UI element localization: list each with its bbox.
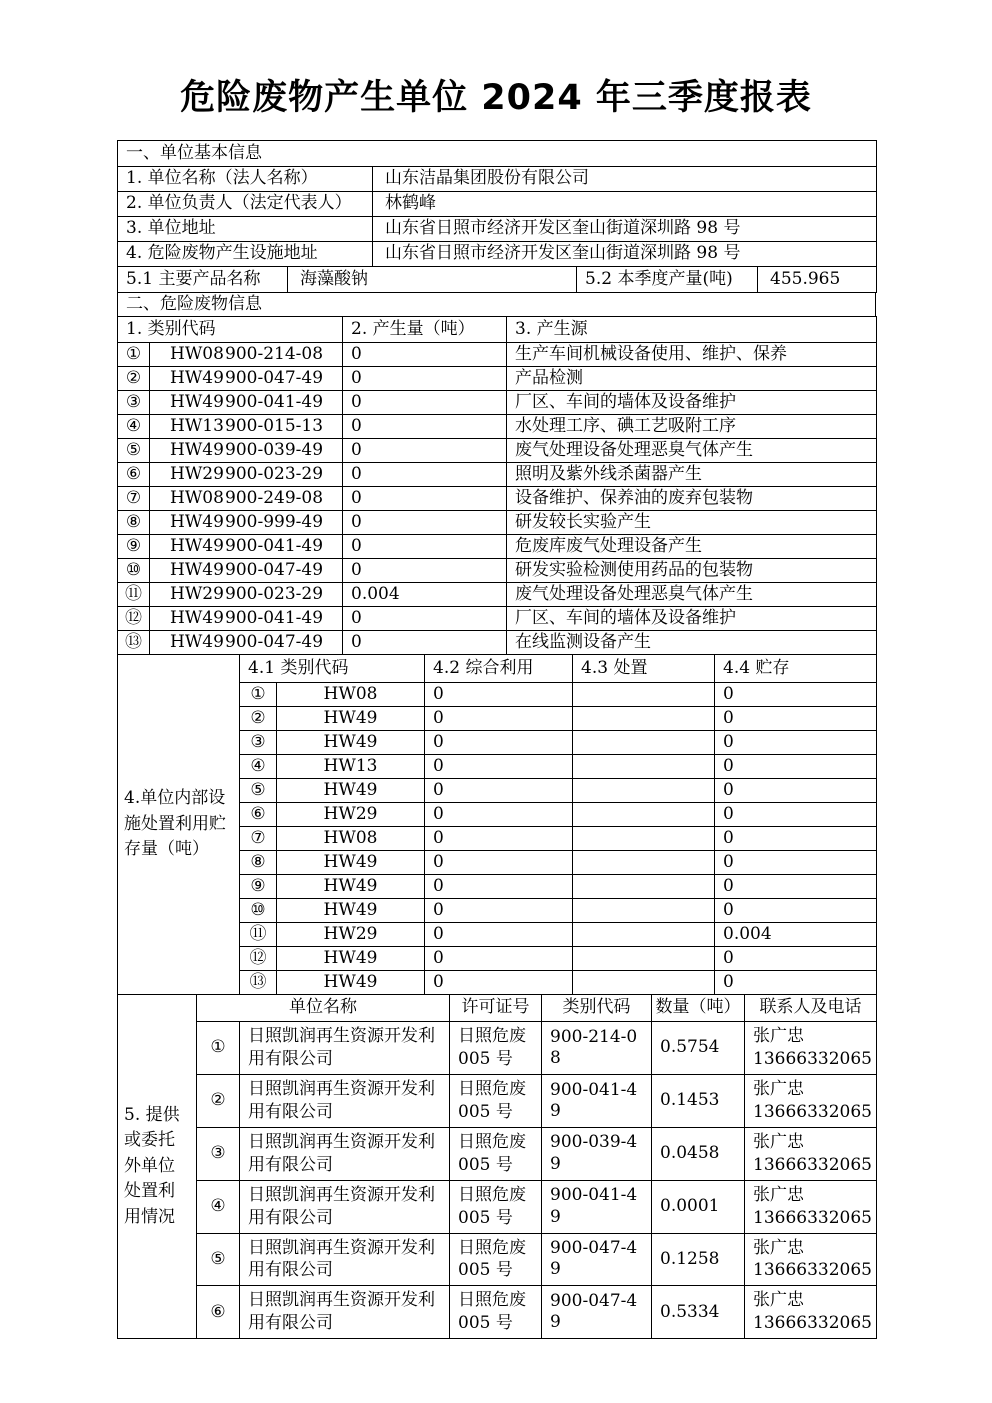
hw-code: HW49 — [277, 851, 425, 875]
hw-code: HW49 — [277, 707, 425, 731]
permit-no — [450, 1286, 542, 1339]
reuse-qty: 0 — [425, 875, 573, 899]
contact-name: 张广忠 — [753, 1237, 804, 1258]
row-index: ⑩ — [118, 559, 150, 583]
disposal-qty — [573, 731, 715, 755]
hw-code: HW49 — [277, 731, 425, 755]
generated-qty: 0 — [343, 343, 507, 367]
source: 在线监测设备产生 — [507, 631, 877, 655]
permit-no — [450, 1074, 542, 1127]
reuse-qty: 0 — [425, 779, 573, 803]
contact — [745, 1180, 877, 1233]
facility-address-label: 4. 危险废物产生设施地址 — [118, 242, 373, 267]
section2-header: 二、危险废物信息 — [118, 293, 876, 317]
disposal-qty — [573, 947, 715, 971]
permit-line2: 005 号 — [458, 1048, 513, 1069]
storage-qty: 0 — [715, 827, 877, 851]
permit-line2: 005 号 — [458, 1154, 513, 1175]
hw-code: HW29 — [170, 463, 224, 484]
generated-qty: 0 — [343, 511, 507, 535]
row-index: ⑪ — [118, 583, 150, 607]
col-header-42-reuse: 4.2 综合利用 — [425, 655, 573, 683]
waste-code: 900-047-49 — [225, 631, 324, 652]
row-index: ⑥ — [240, 803, 277, 827]
contact-phone: 13666332065 — [753, 1154, 872, 1175]
waste-row — [118, 607, 877, 631]
row-index: ① — [197, 1022, 240, 1075]
waste-code: 900-047-49 — [225, 367, 324, 388]
waste-row — [118, 343, 877, 367]
category-code — [150, 487, 343, 511]
permit-line2: 005 号 — [458, 1207, 513, 1228]
col-header-43-disposal: 4.3 处置 — [573, 655, 715, 683]
hw-code: HW49 — [170, 439, 224, 460]
contact-phone: 13666332065 — [753, 1048, 872, 1069]
permit-line1: 日照危废 — [458, 1290, 526, 1311]
generated-qty: 0 — [343, 559, 507, 583]
external-row — [118, 1022, 877, 1075]
source: 废气处理设备处理恶臭气体产生 — [507, 439, 877, 463]
hw-code: HW08 — [170, 343, 224, 364]
col-header-category-code: 类别代码 — [542, 995, 652, 1022]
waste-code: 900-015-13 — [225, 415, 324, 436]
permit-line2: 005 号 — [458, 1260, 513, 1281]
col-header-quantity: 数量（吨） — [652, 995, 745, 1022]
row-index: ⑧ — [118, 511, 150, 535]
row-index: ④ — [118, 415, 150, 439]
storage-qty: 0 — [715, 755, 877, 779]
waste-row — [118, 367, 877, 391]
col-header-category-code: 1. 类别代码 — [118, 317, 343, 343]
storage-qty: 0 — [715, 779, 877, 803]
reuse-qty: 0 — [425, 947, 573, 971]
hw-code: HW08 — [277, 827, 425, 851]
storage-qty: 0.004 — [715, 923, 877, 947]
row-index: ⑥ — [197, 1286, 240, 1339]
hw-code: HW49 — [170, 631, 224, 652]
row-index: ⑩ — [240, 899, 277, 923]
main-product-label: 5.1 主要产品名称 — [118, 267, 288, 293]
contact-name: 张广忠 — [753, 1026, 804, 1046]
row-index: ⑦ — [240, 827, 277, 851]
permit-no — [450, 1127, 542, 1180]
row-index: ② — [118, 367, 150, 391]
main-product-value: 海藻酸钠 — [288, 267, 577, 293]
row-index: ⑪ — [240, 923, 277, 947]
contact — [745, 1074, 877, 1127]
category-code: 900-041-49 — [542, 1180, 652, 1233]
facility-address-value: 山东省日照市经济开发区奎山街道深圳路 98 号 — [373, 242, 877, 267]
col-header-source: 3. 产生源 — [507, 317, 877, 343]
storage-qty: 0 — [715, 731, 877, 755]
contact-name: 张广忠 — [753, 1290, 804, 1311]
generated-qty: 0 — [343, 463, 507, 487]
category-code — [150, 343, 343, 367]
disposal-qty — [573, 755, 715, 779]
permit-line2: 005 号 — [458, 1313, 513, 1334]
generated-qty: 0.004 — [343, 583, 507, 607]
section1-basic-info-table — [117, 140, 877, 267]
section5-external-table — [117, 994, 877, 1339]
source: 生产车间机械设备使用、维护、保养 — [507, 343, 877, 367]
hw-code: HW49 — [170, 511, 224, 532]
unit-name: 日照凯润再生资源开发利用有限公司 — [240, 1074, 450, 1127]
unit-name: 日照凯润再生资源开发利用有限公司 — [240, 1180, 450, 1233]
waste-code: 900-214-08 — [225, 343, 324, 364]
disposal-qty — [573, 923, 715, 947]
row-index: ③ — [118, 391, 150, 415]
hw-code: HW49 — [170, 367, 224, 388]
reuse-qty: 0 — [425, 683, 573, 707]
hw-code: HW08 — [170, 487, 224, 508]
permit-line2: 005 号 — [458, 1101, 513, 1122]
waste-row — [118, 439, 877, 463]
col-header-44-storage: 4.4 贮存 — [715, 655, 877, 683]
category-code: 900-041-49 — [542, 1074, 652, 1127]
category-code — [150, 583, 343, 607]
contact-phone: 13666332065 — [753, 1207, 872, 1228]
contact-phone: 13666332065 — [753, 1313, 872, 1334]
storage-qty: 0 — [715, 899, 877, 923]
row-index: ⑨ — [240, 875, 277, 899]
waste-row — [118, 463, 877, 487]
source: 水处理工序、碘工艺吸附工序 — [507, 415, 877, 439]
external-row — [118, 1074, 877, 1127]
storage-qty: 0 — [715, 851, 877, 875]
row-index: ③ — [240, 731, 277, 755]
waste-code: 900-047-49 — [225, 559, 324, 580]
col-header-generated-qty: 2. 产生量（吨） — [343, 317, 507, 343]
generated-qty: 0 — [343, 391, 507, 415]
row-index: ⑨ — [118, 535, 150, 559]
hw-code: HW49 — [277, 947, 425, 971]
source: 研发实验检测使用药品的包装物 — [507, 559, 877, 583]
waste-row — [118, 631, 877, 655]
reuse-qty: 0 — [425, 971, 573, 995]
quarter-output-label: 5.2 本季度产量(吨) — [577, 267, 758, 293]
waste-row — [118, 559, 877, 583]
hw-code: HW29 — [277, 923, 425, 947]
category-code — [150, 439, 343, 463]
row-index: ⑤ — [240, 779, 277, 803]
category-code: 900-214-08 — [542, 1022, 652, 1075]
permit-line1: 日照危废 — [458, 1184, 526, 1205]
section4-label: 4.单位内部设施处置利用贮存量（吨） — [118, 655, 240, 995]
external-row — [118, 1180, 877, 1233]
quantity: 0.5754 — [652, 1022, 745, 1075]
category-code — [150, 511, 343, 535]
waste-code: 900-023-29 — [225, 583, 324, 604]
hw-code: HW49 — [170, 391, 224, 412]
generated-qty: 0 — [343, 535, 507, 559]
contact — [745, 1022, 877, 1075]
row-index: ① — [240, 683, 277, 707]
reuse-qty: 0 — [425, 755, 573, 779]
source: 废气处理设备处理恶臭气体产生 — [507, 583, 877, 607]
hw-code: HW13 — [277, 755, 425, 779]
unit-address-value: 山东省日照市经济开发区奎山街道深圳路 98 号 — [373, 217, 877, 242]
waste-code: 900-041-49 — [225, 535, 324, 556]
row-index: ③ — [197, 1127, 240, 1180]
waste-row — [118, 415, 877, 439]
source: 危废库废气处理设备产生 — [507, 535, 877, 559]
hw-code: HW49 — [277, 875, 425, 899]
storage-qty: 0 — [715, 971, 877, 995]
reuse-qty: 0 — [425, 851, 573, 875]
waste-code: 900-041-49 — [225, 607, 324, 628]
row-index: ⑫ — [240, 947, 277, 971]
reuse-qty: 0 — [425, 923, 573, 947]
external-row — [118, 1127, 877, 1180]
permit-line1: 日照危废 — [458, 1078, 526, 1099]
permit-line1: 日照危废 — [458, 1131, 526, 1152]
source: 厂区、车间的墙体及设备维护 — [507, 607, 877, 631]
storage-qty: 0 — [715, 683, 877, 707]
hw-code: HW49 — [170, 559, 224, 580]
category-code: 900-047-49 — [542, 1233, 652, 1286]
permit-line1: 日照危废 — [458, 1237, 526, 1258]
contact — [745, 1286, 877, 1339]
waste-code: 900-249-08 — [225, 487, 324, 508]
disposal-qty — [573, 875, 715, 899]
category-code — [150, 463, 343, 487]
disposal-qty — [573, 899, 715, 923]
section2-header-row — [117, 292, 876, 317]
row-index: ⑧ — [240, 851, 277, 875]
hw-code: HW29 — [277, 803, 425, 827]
section1-product-row — [117, 266, 877, 293]
row-index: ⑬ — [240, 971, 277, 995]
unit-name-label: 1. 单位名称（法人名称） — [118, 167, 373, 192]
unit-name: 日照凯润再生资源开发利用有限公司 — [240, 1286, 450, 1339]
disposal-qty — [573, 851, 715, 875]
hw-code: HW49 — [277, 899, 425, 923]
reuse-qty: 0 — [425, 803, 573, 827]
permit-no — [450, 1233, 542, 1286]
disposal-qty — [573, 779, 715, 803]
generated-qty: 0 — [343, 631, 507, 655]
storage-qty: 0 — [715, 707, 877, 731]
permit-no — [450, 1022, 542, 1075]
col-header-unit-name: 单位名称 — [197, 995, 450, 1022]
section4-internal-table — [117, 654, 877, 995]
unit-head-label: 2. 单位负责人（法定代表人） — [118, 192, 373, 217]
disposal-qty — [573, 803, 715, 827]
external-row — [118, 1286, 877, 1339]
waste-code: 900-999-49 — [225, 511, 324, 532]
source: 设备维护、保养油的废弃包装物 — [507, 487, 877, 511]
waste-row — [118, 487, 877, 511]
hw-code: HW29 — [170, 583, 224, 604]
unit-address-label: 3. 单位地址 — [118, 217, 373, 242]
hw-code: HW08 — [277, 683, 425, 707]
contact-phone: 13666332065 — [753, 1101, 872, 1122]
quantity: 0.0458 — [652, 1127, 745, 1180]
contact-name: 张广忠 — [753, 1184, 804, 1205]
permit-line1: 日照危废 — [458, 1026, 526, 1046]
hw-code: HW49 — [277, 971, 425, 995]
disposal-qty — [573, 827, 715, 851]
quantity: 0.1258 — [652, 1233, 745, 1286]
row-index: ② — [197, 1074, 240, 1127]
row-index: ⑤ — [118, 439, 150, 463]
waste-row — [118, 511, 877, 535]
disposal-qty — [573, 707, 715, 731]
contact — [745, 1127, 877, 1180]
row-index: ④ — [197, 1180, 240, 1233]
quantity: 0.1453 — [652, 1074, 745, 1127]
category-code — [150, 391, 343, 415]
reuse-qty: 0 — [425, 707, 573, 731]
source: 产品检测 — [507, 367, 877, 391]
unit-name: 日照凯润再生资源开发利用有限公司 — [240, 1127, 450, 1180]
contact-name: 张广忠 — [753, 1078, 804, 1099]
row-index: ⑤ — [197, 1233, 240, 1286]
disposal-qty — [573, 971, 715, 995]
row-index: ⑬ — [118, 631, 150, 655]
waste-code: 900-039-49 — [225, 439, 324, 460]
category-code — [150, 607, 343, 631]
category-code: 900-039-49 — [542, 1127, 652, 1180]
unit-head-value: 林鹤峰 — [373, 192, 877, 217]
row-index: ④ — [240, 755, 277, 779]
storage-qty: 0 — [715, 947, 877, 971]
disposal-qty — [573, 683, 715, 707]
quantity: 0.0001 — [652, 1180, 745, 1233]
source: 研发较长实验产生 — [507, 511, 877, 535]
report-table — [117, 140, 876, 1339]
category-code — [150, 367, 343, 391]
storage-qty: 0 — [715, 803, 877, 827]
hw-code: HW49 — [170, 535, 224, 556]
quarter-output-value: 455.965 — [758, 267, 877, 293]
report-title: 危险废物产生单位 2024 年三季度报表 — [180, 78, 812, 118]
col-header-contact: 联系人及电话 — [745, 995, 877, 1022]
row-index: ② — [240, 707, 277, 731]
section2-waste-table — [117, 316, 877, 655]
generated-qty: 0 — [343, 607, 507, 631]
waste-code: 900-041-49 — [225, 391, 324, 412]
col-header-41-category: 4.1 类别代码 — [240, 655, 425, 683]
category-code — [150, 535, 343, 559]
waste-row — [118, 583, 877, 607]
waste-row — [118, 391, 877, 415]
waste-row — [118, 535, 877, 559]
section1-header: 一、单位基本信息 — [118, 141, 877, 167]
contact-phone: 13666332065 — [753, 1260, 872, 1281]
category-code — [150, 559, 343, 583]
hw-code: HW49 — [170, 607, 224, 628]
row-index: ⑥ — [118, 463, 150, 487]
quantity: 0.5334 — [652, 1286, 745, 1339]
hw-code: HW49 — [277, 779, 425, 803]
unit-name: 日照凯润再生资源开发利用有限公司 — [240, 1022, 450, 1075]
generated-qty: 0 — [343, 439, 507, 463]
waste-code: 900-023-29 — [225, 463, 324, 484]
reuse-qty: 0 — [425, 827, 573, 851]
section5-label: 5. 提供或委托外单位处置利用情况 — [118, 995, 197, 1339]
generated-qty: 0 — [343, 487, 507, 511]
category-code: 900-047-49 — [542, 1286, 652, 1339]
generated-qty: 0 — [343, 367, 507, 391]
unit-name-value: 山东洁晶集团股份有限公司 — [373, 167, 877, 192]
row-index: ⑫ — [118, 607, 150, 631]
reuse-qty: 0 — [425, 731, 573, 755]
unit-name: 日照凯润再生资源开发利用有限公司 — [240, 1233, 450, 1286]
category-code — [150, 631, 343, 655]
hw-code: HW13 — [170, 415, 224, 436]
contact — [745, 1233, 877, 1286]
category-code — [150, 415, 343, 439]
source: 厂区、车间的墙体及设备维护 — [507, 391, 877, 415]
generated-qty: 0 — [343, 415, 507, 439]
row-index: ⑦ — [118, 487, 150, 511]
reuse-qty: 0 — [425, 899, 573, 923]
col-header-permit-no: 许可证号 — [450, 995, 542, 1022]
contact-name: 张广忠 — [753, 1131, 804, 1152]
source: 照明及紫外线杀菌器产生 — [507, 463, 877, 487]
external-row — [118, 1233, 877, 1286]
storage-qty: 0 — [715, 875, 877, 899]
row-index: ① — [118, 343, 150, 367]
permit-no — [450, 1180, 542, 1233]
